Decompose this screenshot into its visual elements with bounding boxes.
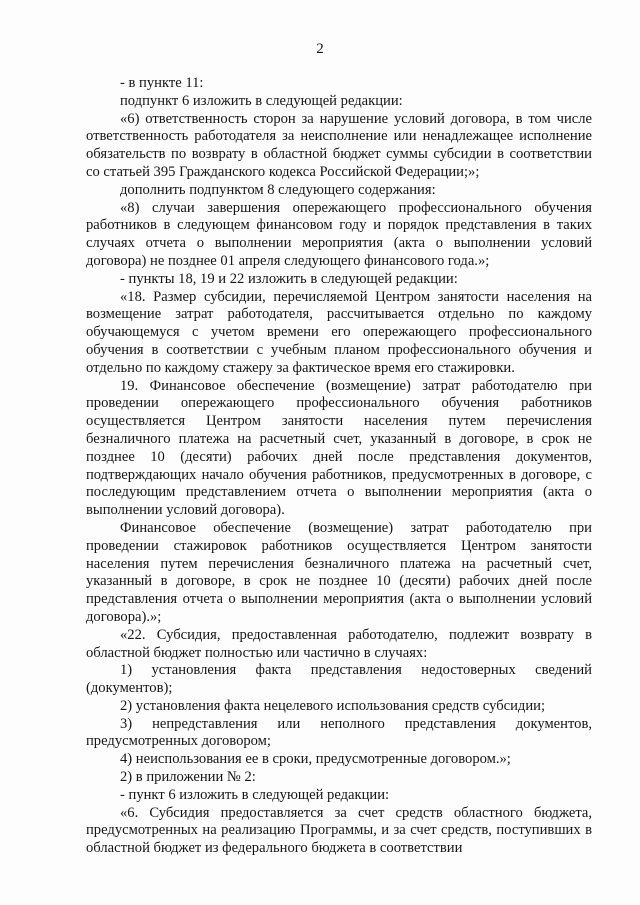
paragraph: «6) ответственность сторон за нарушение условий договора, в том числе ответственность работодателя за неисполнение или ненадлежащее исполнение обязательств по возврату в областной бюджет суммы субсидии в соответствии со статьей 395 Гражданского кодекса Российской Федерации;»; xyxy=(86,110,592,180)
paragraph: - пункты 18, 19 и 22 изложить в следующей редакции: xyxy=(120,270,458,287)
paragraph: 1) установления факта представления недостоверных сведений (документов); xyxy=(86,662,592,697)
paragraph: 3) непредставления или неполного представления документов, предусмотренных договором; xyxy=(86,715,592,750)
paragraph: «22. Субсидия, предоставленная работодателю, подлежит возврату в областной бюджет полностью или частично в случаях: xyxy=(86,626,592,661)
paragraph: 2) в приложении № 2: xyxy=(120,769,256,786)
paragraph: - в пункте 11: xyxy=(120,75,204,91)
paragraph: 19. Финансовое обеспечение (возмещение) затрат работодателю при проведении опережающего профессионального обучения работников осуществляется Центром занятости населения путем перечисления безналичного платежа на расчетный счет, указанный в договоре, в срок не позднее 10 (десяти) рабочих дней после представления документов, подтверждающих начало обучения работников, предусмотренных в договоре, с последующим представлением отчета о выполнении мероприятия (акта о выполнении условий договора). xyxy=(86,377,592,519)
paragraph: «6. Субсидия предоставляется за счет средств областного бюджета, предусмотренных на реализацию Программы, и за счет средств, поступивших в областной бюджет из федерального бюджета в соответствии xyxy=(86,804,592,857)
paragraph: «18. Размер субсидии, перечисляемой Центром занятости населения на возмещение затрат работодателя, рассчитывается отдельно по каждому обучающемуся с учетом времени его опережающего профессионального обучения в соответствии с учебным планом профессионального обучения и отдельно по каждому стажеру за фактическое время его стажировки. xyxy=(86,288,592,376)
page-number: 2 xyxy=(316,41,324,57)
document-body xyxy=(86,75,592,858)
paragraph: дополнить подпунктом 8 следующего содержания: xyxy=(120,181,436,198)
paragraph: 4) неиспользования ее в сроки, предусмотренные договором.»; xyxy=(120,751,511,768)
paragraph: Финансовое обеспечение (возмещение) затрат работодателю при проведении стажировок работников осуществляется Центром занятости населения путем перечисления безналичного платежа на расчетный счет, указанный в договоре, в срок не позднее 10 (десяти) рабочих дней после представления отчета о выполнении мероприятия (акта о выполнении условий договора).»; xyxy=(86,519,592,625)
paragraph: 2) установления факта нецелевого использования средств субсидии; xyxy=(120,697,546,714)
paragraph: - пункт 6 изложить в следующей редакции: xyxy=(120,786,390,803)
paragraph: «8) случаи завершения опережающего профессионального обучения работников в следующем финансовом году и порядок представления в таких случаях отчета о выполнении мероприятия (акта о выполнении условий договора) не позднее 01 апреля следующего финансового года.»; xyxy=(86,199,592,269)
paragraph: подпункт 6 изложить в следующей редакции: xyxy=(120,92,403,109)
